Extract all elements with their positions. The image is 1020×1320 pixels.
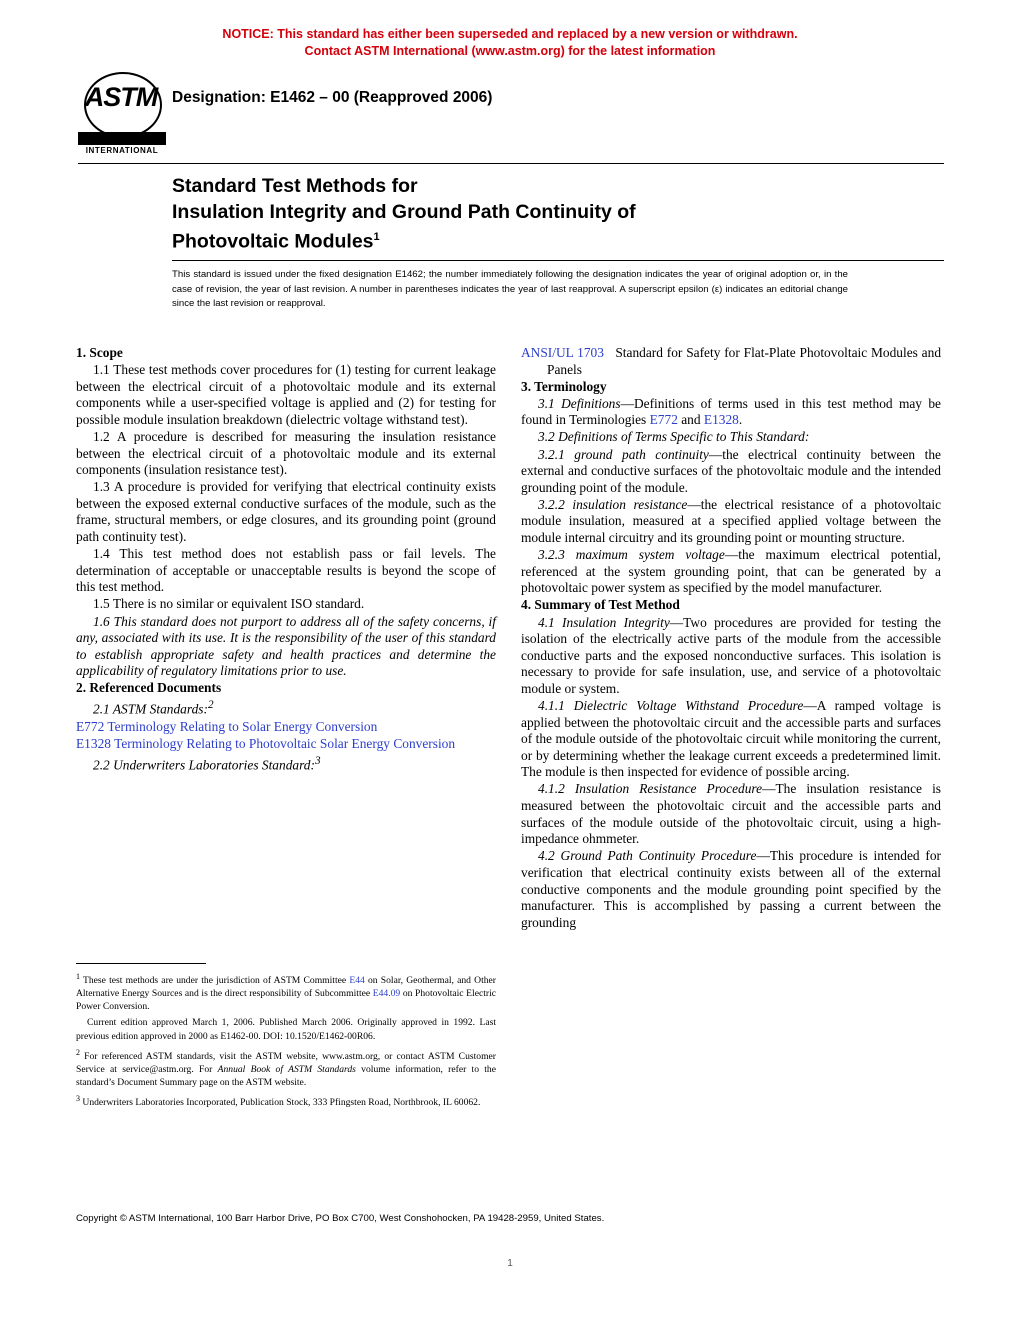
footnote-1-edition: Current edition approved March 1, 2006. Published March 2006. Originally approved in 1992. Last previous edition approved in 2000 as E1462-00. DOI: 10.1520/E1462-00R06. [76, 1017, 496, 1042]
footnote-2: $^2$ For referenced ASTM standards, visit the ASTM website, www.astm.org, or contact ASTM Customer Service at service@astm.org. For Annual Book of ASTM Standards volume information, refer to the standard’s Document Summary page on the ASTM website. [76, 1047, 496, 1089]
para-1-3: 1.3 A procedure is provided for verifying that electrical continuity exists between the exposed external conductive surfaces of the module, such as the frame, structural members, or edge closures, and its grounding point (ground path continuity test). [76, 479, 496, 545]
superseded-notice [0, 26, 1020, 60]
designation-line: Designation: E1462 – 00 (Reapproved 2006) [172, 89, 493, 106]
para-4-1-1: 4.1.1 Dielectric Voltage Withstand Procedure—A ramped voltage is applied between the photovoltaic circuit and the accessible parts and surfaces of the module outside of the photovoltaic circuit while monitoring the current, or by determining whether the leakage current exceeds a predetermined limit. The module is then inspected for evidence of possible arcing. [521, 697, 941, 780]
para-2-1: 2.1 ASTM Standards:$^2$ [93, 699, 214, 717]
link-e1328[interactable]: E1328 [703, 412, 739, 428]
para-2-1-footnote-marker: 2 [207, 699, 214, 712]
page-title [172, 174, 872, 255]
footnote-subcommittee-e4409[interactable]: E44.09 [372, 988, 401, 1000]
right-column [521, 345, 941, 932]
para-1-2: 1.2 A procedure is described for measuring the insulation resistance between the electrical circuit of a photovoltaic module and its external components (insulation resistance test). [76, 428, 496, 478]
title-line-2: Insulation Integrity and Ground Path Continuity of [172, 200, 636, 223]
footnote-3: $^3$ Underwriters Laboratories Incorporated, Publication Stock, 333 Pfingsten Road, Northbrook, IL 60062. [76, 1094, 481, 1109]
reference-ansi-ul-1703[interactable] [521, 345, 941, 378]
para-4-2: 4.2 Ground Path Continuity Procedure—This procedure is intended for verification that electrical continuity exists between all of the external conductive components and the module grounding point specified by the manufacturer. This is accomplished by passing a current between the grounding [521, 848, 941, 930]
footnote-2-italic: Annual Book of ASTM Standards [217, 1063, 356, 1075]
para-4-1-2: 4.1.2 Insulation Resistance Procedure—The insulation resistance is measured between the photovoltaic circuit and the accessible parts and surfaces of the module outside of the photovoltaic circuit, using a high-impedance ohmmeter. [521, 781, 941, 847]
reference-e1328-id[interactable]: E1328 [76, 736, 111, 752]
para-3-2: 3.2 Definitions of Terms Specific to This Standard: [538, 429, 810, 445]
para-1-4: 1.4 This test method does not establish pass or fail levels. The determination of acceptable or unacceptable results is beyond the scope of this test method. [76, 546, 496, 595]
footnote-committee-e44[interactable]: E44 [349, 975, 365, 987]
para-3-1: 3.1 Definitions—Definitions of terms used in this test method may be found in Terminologies E772 and E1328. [521, 395, 941, 428]
title-line-3: Photovoltaic Modules$^1$ [172, 230, 380, 253]
para-4-1: 4.1 Insulation Integrity—Two procedures are provided for testing the isolation of the electrically active parts of the module from the accessible conductive parts and the exposed nonconductive surfaces. This isolation is necessary to provide for safe insulation, use, and service of a photovoltaic module or system. [521, 614, 941, 696]
header-divider [78, 163, 944, 164]
title-divider [172, 260, 944, 261]
standard-preamble: This standard is issued under the fixed designation E1462; the number immediately following the designation indicates the year of original adoption or, in the case of revision, the year of last revision. A number in parentheses indicates the year of last reapproval. A superscript epsilon (ε) indicates an editorial change since the last revision or reapproval. [172, 269, 848, 310]
para-1-6: 1.6 This standard does not purport to address all of the safety concerns, if any, associated with its use. It is the responsibility of the user of this standard to establish appropriate safety and health practices and determine the applicability of regulatory limitations prior to use. [76, 613, 496, 679]
heading-scope: 1. Scope [76, 345, 123, 360]
reference-e772[interactable] [76, 719, 496, 736]
heading-summary-of-test-method: 4. Summary of Test Method [521, 597, 680, 613]
footnote-3-marker: 3 [76, 1094, 80, 1104]
notice-line-2: Contact ASTM International (www.astm.org) for the latest information [304, 44, 716, 58]
footnote-1-marker: 1 [76, 972, 80, 981]
link-e772[interactable]: E772 [649, 412, 678, 428]
reference-e1328-title[interactable]: Terminology Relating to Photovoltaic Solar Energy Conversion [114, 736, 456, 752]
reference-e772-title[interactable]: Terminology Relating to Solar Energy Conversion [107, 719, 378, 735]
logo-wordmark: ASTM [84, 82, 158, 112]
para-3-2-3: 3.2.3 maximum system voltage—the maximum electrical potential, referenced at the system grounding point, that can be generated by a photovoltaic power system as specified by the model manufacturer. [521, 547, 941, 596]
logo-subtitle: INTERNATIONAL [85, 146, 159, 155]
para-3-2-2: 3.2.2 insulation resistance—the electrical resistance of a photovoltaic module insulation, measured at a specified applied voltage between the module internal circuitry and its grounding point or mounting structure. [521, 496, 942, 546]
astm-logo [78, 72, 166, 154]
footnotes-block [76, 970, 496, 1112]
reference-ansi-title: Standard for Safety for Flat-Plate Photovoltaic Modules and Panels [547, 345, 942, 377]
left-column [76, 345, 496, 775]
copyright-line: Copyright © ASTM International, 100 Barr Harbor Drive, PO Box C700, West Conshohocken, PA 19428-2959, United States. [76, 1213, 605, 1224]
page-number: 1 [507, 1258, 513, 1269]
footnote-1: $^1$ These test methods are under the jurisdiction of ASTM Committee E44 on Solar, Geothermal, and Other Alternative Energy Sources and is the direct responsibility of Subcommittee E44.09 on Photovoltaic Electric Power Conversion. [76, 972, 496, 1013]
title-line-1: Standard Test Methods for [172, 175, 418, 197]
para-3-2-1: 3.2.1 ground path continuity—the electrical continuity between the external and conductive surfaces of the photovoltaic module and the intended grounding point of the module. [521, 446, 941, 495]
heading-referenced-documents: 2. Referenced Documents [76, 680, 222, 696]
heading-terminology: 3. Terminology [521, 378, 607, 394]
title-footnote-marker: 1 [373, 231, 380, 243]
footnote-divider [76, 963, 206, 964]
para-2-2: 2.2 Underwriters Laboratories Standard:$^3$ [93, 755, 321, 773]
notice-line-1: NOTICE: This standard has either been superseded and replaced by a new version or withdrawn. [222, 27, 798, 41]
footnote-2-marker: 2 [76, 1047, 80, 1057]
reference-e1328[interactable] [76, 736, 496, 753]
logo-bar [78, 132, 166, 145]
reference-e772-id[interactable]: E772 [76, 719, 105, 735]
para-2-2-footnote-marker: 3 [314, 755, 321, 768]
para-1-1: 1.1 These test methods cover procedures for (1) testing for current leakage between the electrical circuit of a photovoltaic module and its external components while a user-specified voltage is applied and (2) for testing for possible module insulation breakdown (dielectric voltage withstand test). [76, 362, 496, 427]
para-1-5: 1.5 There is no similar or equivalent ISO standard. [93, 596, 365, 612]
reference-ansi-id[interactable]: ANSI/UL 1703 [521, 345, 604, 360]
